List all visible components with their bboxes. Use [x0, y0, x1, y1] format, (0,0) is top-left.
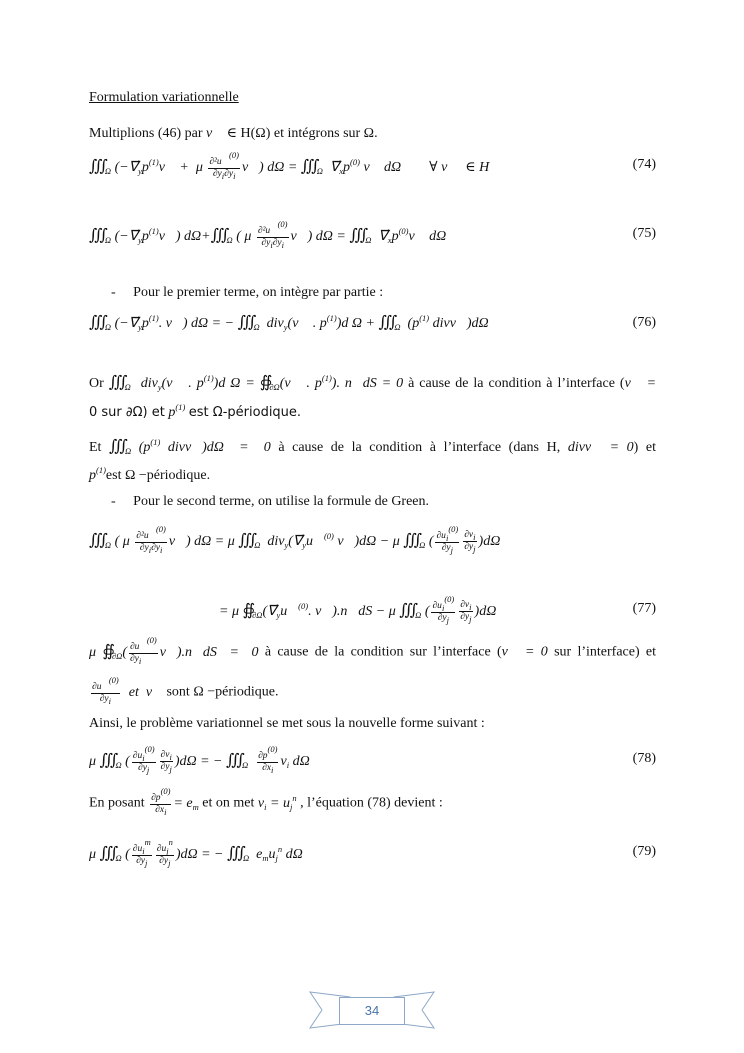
- equation-number-78: (78): [632, 751, 656, 766]
- equation-78: μ $∭_\Omega$ ( $\frac{\partial u_i^{(0)}}{\partial y_j}$ $\frac{\partial v_i}{\partial y_j}$ )dΩ = − $∭_\Omega$ $\frac{\partial p^{(0)}}{\partial x_i}$ $v_i$ dΩ (78): [89, 744, 656, 775]
- paragraph-or: Or $∭_\Omega$ div$_y$(v⃗ . $p^{(1)})d$ $\Omega = ∯_{\partial\Omega}(v⃗$ . $p^{(1)}$). n⃗dS = 0 à cause de la condition à l’interface (v⃗ =: [89, 373, 657, 392]
- para2-end: ) et: [633, 440, 657, 455]
- para1-line2-end: est Ω-périodique.: [188, 405, 302, 420]
- equation-green: $∭_\Omega$ ( μ $\frac{\partial^2u⃗^{(0)}}{\partial y_i\partial y_i}$ v⃗) dΩ = μ $∭_\Omega$ $div_y(\nabla⃗_yu⃗^{(0)}$ v⃗)dΩ − μ $∭_\Omega$ ( $\frac{\partial u_i^{(0)}}{\partial y_j}$ $\frac{\partial v_i}{\partial y_j}$ )dΩ: [89, 524, 501, 555]
- intro-line: [89, 124, 378, 144]
- bullet-first-term: [111, 283, 383, 303]
- para2-mid: à cause de la condition à l’interface (dans H,: [278, 440, 561, 455]
- equation-77: = μ $∯_{\partial\Omega}(\nabla⃗_yu⃗^{(0)}$. v⃗).n⃗dS − μ $∭_\Omega$ ( $\frac{\partial u_i^{(0)}}{\partial y_j}$ $\frac{\partial v_i}{\partial y_j}$ )dΩ (77): [219, 594, 656, 625]
- equation-number-76: (76): [632, 315, 656, 330]
- paragraph-ainsi: Ainsi, le problème variationnel se met sous la nouvelle forme suivant :: [89, 716, 485, 731]
- para1-line2: 0 sur ∂Ω) et: [89, 405, 165, 420]
- para1-start: Or: [89, 376, 104, 391]
- para5-end: , l’équation (78) devient :: [300, 795, 443, 811]
- equation-number-75: (75): [632, 226, 656, 241]
- para3-mid: à cause de la condition sur l’interface (: [264, 644, 502, 660]
- equation-number-74: (74): [632, 157, 656, 172]
- paragraph-et-line2: $p^{(1)}est$ Ω −périodique.: [89, 465, 211, 483]
- para5-start: En posant: [89, 795, 145, 811]
- paragraph-mu-line2: $\frac{\partial u⃗^{(0)}}{\partial y_i}$ et v⃗ sont Ω −périodique.: [92, 675, 279, 706]
- bullet-text: Pour le second terme, on utilise la formule de Green.: [133, 494, 430, 509]
- section-heading: Formulation variationnelle: [89, 90, 239, 105]
- paragraph-mu: μ $∯_{\partial\Omega}$( $\frac{\partial u⃗^{(0)}}{\partial y_i}$ v⃗).n⃗dS = 0 à cause de la condition sur l’interface (v⃗ = 0 sur l’interface) et: [89, 635, 657, 666]
- equation-76: $∭_\Omega$ ($-\nabla⃗_yp^{(1)}$. v⃗) dΩ = − $∭_\Omega$ div$_y$(v⃗ . $p^{(1)})d$ $\Omega + ∭_\Omega$ ($p^{(1)}$ divv⃗)dΩ (76): [89, 313, 656, 332]
- para3-line2: sont Ω −périodique.: [166, 684, 279, 700]
- para2-line2: est Ω −périodique.: [105, 468, 211, 483]
- bullet-dash: -: [111, 494, 116, 509]
- bullet-second-term: [111, 492, 429, 512]
- para2-start: Et: [89, 440, 102, 455]
- bullet-text: Pour le premier terme, on intègre par partie :: [133, 285, 384, 300]
- paragraph-en-posant: En posant $\frac{\partial p^{(0)}}{\partial x_i}$ = $e_m$ et on met $v_i = u_j^n$ , l’équation (78) devient :: [89, 786, 443, 817]
- paragraph-et: Et $∭_\Omega$ ($p^{(1)}$ divv⃗)dΩ = 0 à cause de la condition à l’interface (dans H, divv⃗ = 0) et: [89, 437, 657, 456]
- paragraph-or-line2: 0 sur ∂Ω) et $p^{(1)}$ est Ω-périodique.: [89, 402, 302, 420]
- para3-mid2: sur l’interface) et: [554, 644, 657, 660]
- equation-79: μ $∭_\Omega$ ( $\frac{\partial u_i^m}{\partial y_j}$ $\frac{\partial u_j^n}{\partial y_j}$ )dΩ = − $∭_\Omega$ $e_mu_j^n$ dΩ (79): [89, 837, 656, 868]
- para5-mid: et on met: [202, 795, 255, 811]
- equation-number-79: (79): [632, 844, 656, 859]
- equation-75: $∭_\Omega$ $(-\nabla⃗_yp^{(1)}v⃗)$ $d\Omega+∭_\Omega$ ( μ $\frac{\partial^2u⃗^{(0)}}{\partial y_i\partial y_i}$ v⃗) $d\Omega = ∭_\Omega$ $\nabla⃗_xp^{(0)}v⃗$ dΩ (75): [89, 219, 656, 250]
- equation-74: $∭_\Omega$ ($-\nabla⃗_yp^{(1)}v⃗ + \mu$ $\frac{\partial^2u⃗^{(0)}}{\partial y_i\partial y_i}$ v⃗) $d\Omega = ∭_\Omega$ $\nabla⃗_xp^{(0)}$ v⃗ dΩ ∀ v⃗ ∈ H (74): [89, 150, 656, 181]
- page-number: 34: [339, 997, 405, 1025]
- para1-mid: à cause de la condition à l’interface (: [408, 376, 625, 391]
- equation-number-77: (77): [632, 601, 656, 616]
- intro-text: Multiplions (46) par: [89, 126, 203, 141]
- bullet-dash: -: [111, 285, 116, 300]
- intro-in: ∈ H(Ω) et intégrons sur Ω.: [226, 126, 378, 141]
- intro-vector: v⃗: [206, 126, 224, 141]
